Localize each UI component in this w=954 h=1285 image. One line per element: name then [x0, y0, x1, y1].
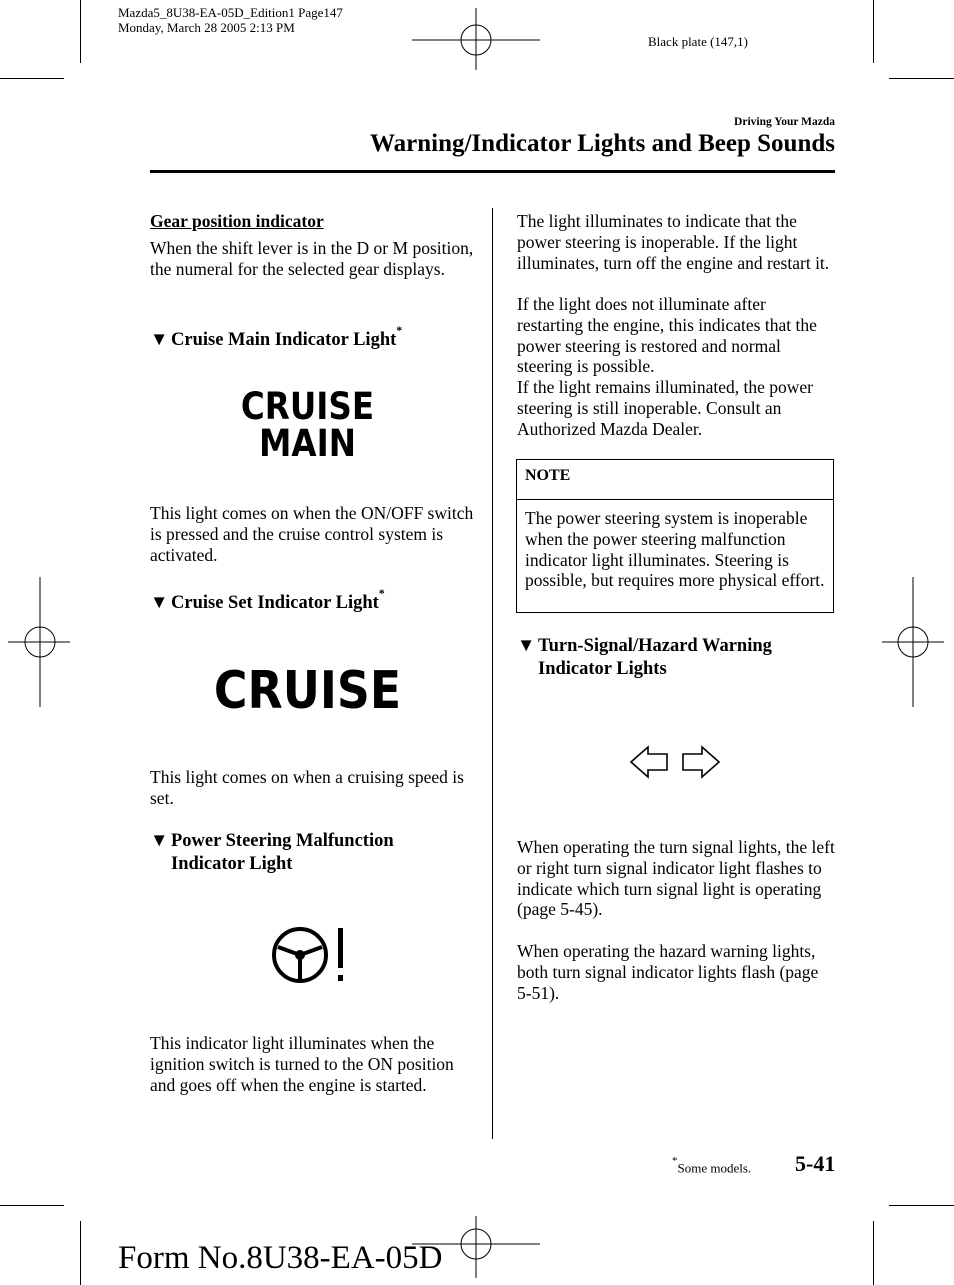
cruise-main-text: This light comes on when the ON/OFF switch is pressed and the cruise control system is activated.	[150, 503, 474, 565]
some-models-star: *	[378, 586, 385, 600]
power-steering-heading	[150, 830, 480, 876]
turn-signal-arrows-icon	[628, 744, 722, 780]
turn-signal-text-1: When operating the turn signal lights, the left or right turn signal indicator light flashes to indicate which turn signal light is operating (page 5-45).	[517, 837, 835, 920]
gear-position-heading: Gear position indicator	[150, 211, 324, 231]
power-steering-text: This indicator light illuminates when the ignition switch is turned to the ON position and goes off when the engine is started.	[150, 1033, 454, 1095]
steering-wheel-exclamation-icon	[270, 925, 355, 985]
column-divider	[492, 208, 493, 1139]
cruise-set-heading	[150, 586, 480, 615]
footnote	[672, 1155, 752, 1176]
cruise-main-icon-line2: MAIN	[259, 422, 356, 465]
footnote-text: Some models.	[677, 1160, 752, 1176]
print-date-line: Monday, March 28 2005 2:13 PM	[118, 20, 295, 35]
power-steering-text-3: If the light remains illuminated, the power steering is still inoperable. Consult an Authorized Mazda Dealer.	[517, 377, 813, 439]
registration-target-top	[410, 8, 542, 70]
section-marker: ▼	[150, 831, 169, 851]
cruise-set-text: This light comes on when a cruising speed is set.	[150, 767, 464, 808]
power-steering-text-1: The light illuminates to indicate that the power steering is inoperable. If the light illuminates, turn off the engine and restart it.	[517, 211, 830, 273]
cruise-set-icon: CRUISE	[213, 661, 402, 721]
turn-signal-heading-line2: Indicator Lights	[538, 659, 667, 679]
section-marker: ▼	[150, 593, 169, 614]
note-box	[516, 459, 834, 613]
note-text: The power steering system is inoperable when the power steering malfunction indicator light illuminates. Steering is possible, but requires more physical effort.	[525, 508, 825, 591]
power-steering-heading-line2: Indicator Light	[171, 854, 293, 874]
note-label: NOTE	[517, 460, 833, 500]
section-marker: ▼	[150, 330, 169, 351]
title-rule	[150, 170, 835, 173]
gear-position-text: When the shift lever is in the D or M position, the numeral for the selected gear displays.	[150, 238, 474, 279]
turn-signal-heading	[517, 635, 835, 681]
form-number: Form No.8U38-EA-05D	[118, 1240, 443, 1276]
cruise-main-icon-line1: CRUISE	[240, 385, 375, 428]
registration-target-left	[8, 577, 70, 707]
section-label: Driving Your Mazda	[734, 116, 835, 128]
print-metadata	[118, 5, 343, 35]
print-file-line: Mazda5_8U38-EA-05D_Edition1 Page147	[118, 5, 343, 20]
page-title: Warning/Indicator Lights and Beep Sounds	[370, 130, 835, 157]
turn-signal-heading-line1: Turn-Signal/Hazard Warning	[538, 636, 772, 656]
right-turn-arrow-icon	[683, 747, 719, 777]
cruise-set-heading-text: Cruise Set Indicator Light	[171, 593, 379, 614]
some-models-star: *	[396, 323, 403, 337]
page-number: 5-41	[795, 1151, 836, 1176]
cruise-main-icon	[231, 385, 385, 465]
power-steering-text-2: If the light does not illuminate after restarting the engine, this indicates that the power steering is restored and normal steering is possible.	[517, 294, 817, 377]
turn-signal-text-2: When operating the hazard warning lights, both turn signal indicator lights flash (page 5-51).	[517, 941, 819, 1003]
cruise-main-heading	[150, 323, 480, 352]
power-steering-heading-line1: Power Steering Malfunction	[171, 831, 394, 851]
plate-label: Black plate (147,1)	[648, 34, 748, 49]
section-marker: ▼	[517, 636, 536, 656]
registration-target-right	[882, 577, 944, 707]
cruise-main-heading-text: Cruise Main Indicator Light	[171, 330, 397, 351]
left-turn-arrow-icon	[631, 747, 667, 777]
footnote-star: *	[672, 1155, 678, 1167]
